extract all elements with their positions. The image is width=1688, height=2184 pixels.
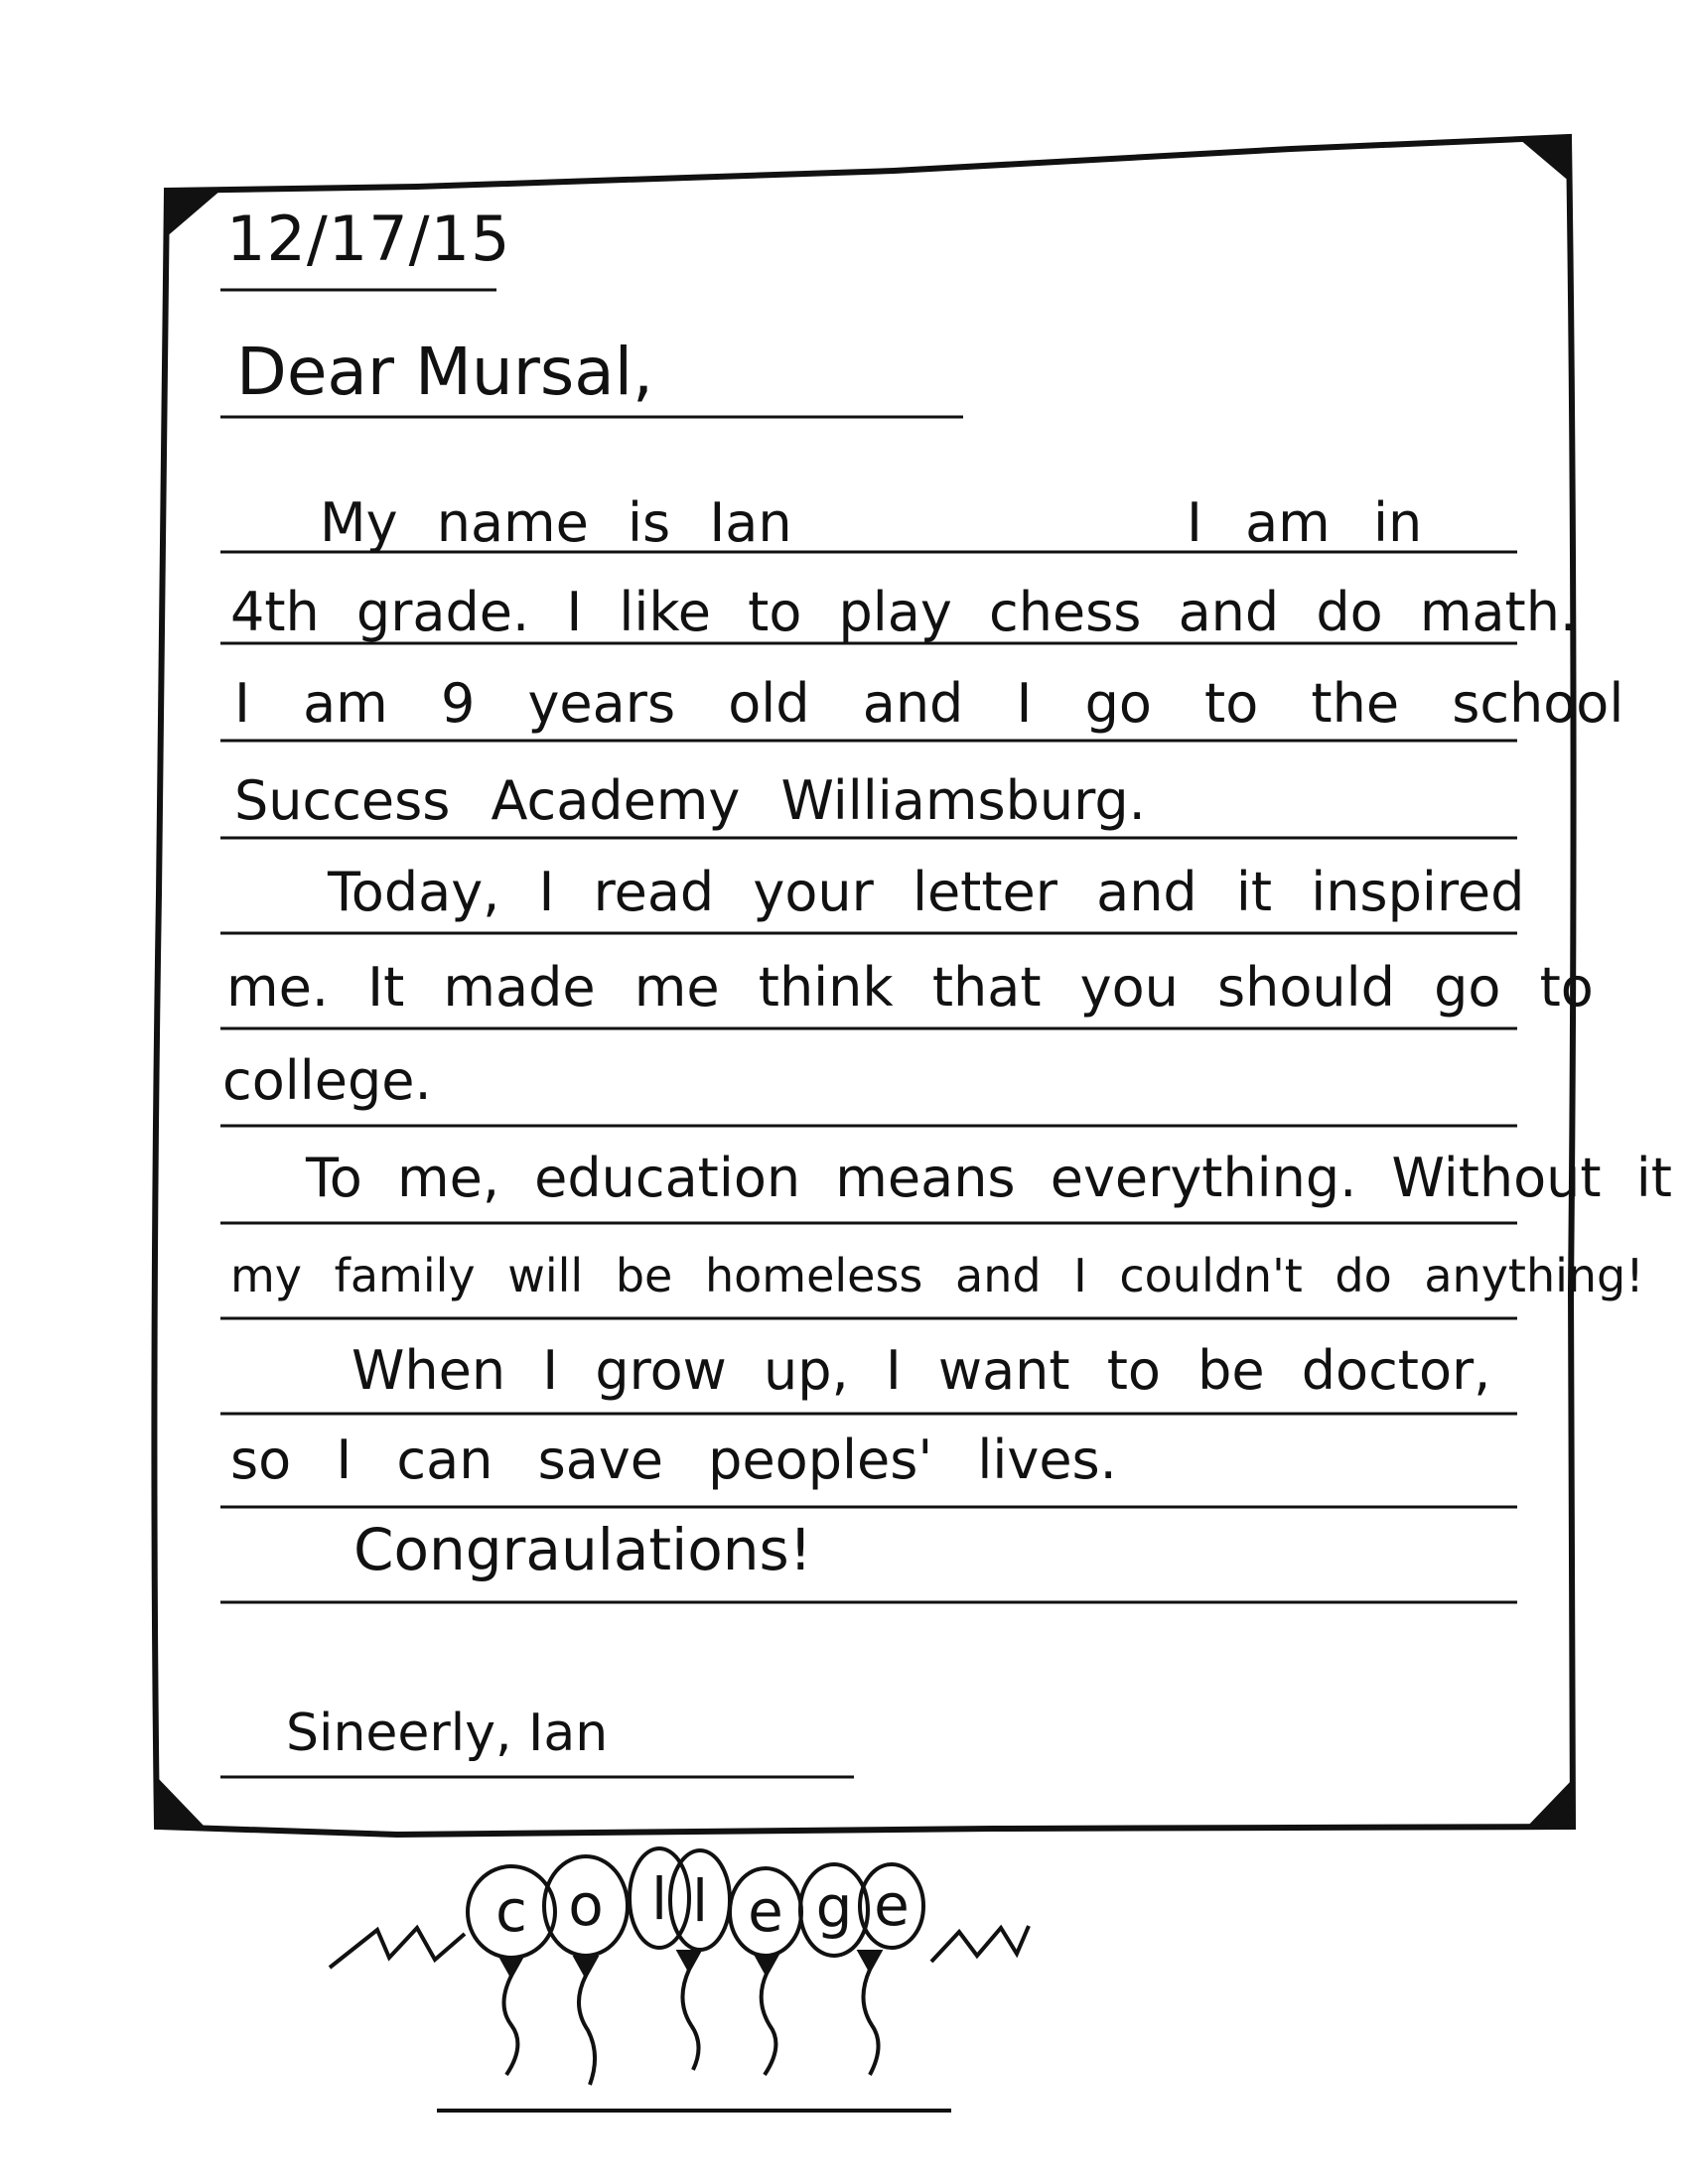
- balloon-letter-o: o: [568, 1871, 604, 1939]
- letter-salutation: Dear Mursal,: [236, 334, 654, 410]
- zigzag-left: [330, 1928, 465, 1968]
- letter-line-1: My name is Ian: [320, 491, 792, 554]
- balloon-letter-g: g: [815, 1873, 853, 1941]
- corner-top-right: [1519, 137, 1571, 183]
- corner-bottom-right: [1525, 1779, 1573, 1829]
- letter-line-5: Today, I read your letter and it inspired: [328, 861, 1525, 923]
- letter-date: 12/17/15: [226, 203, 511, 275]
- letter-line-8: To me, education means everything. Without it: [306, 1147, 1672, 1209]
- balloon-letter-l2: l: [691, 1867, 709, 1935]
- letter-closing: Sineerly, Ian: [286, 1704, 609, 1763]
- letter-line-2: 4th grade. I like to play chess and do math.: [230, 581, 1578, 643]
- letter-line-3: I am 9 years old and I go to the school: [234, 672, 1624, 735]
- corner-bottom-left: [157, 1777, 205, 1827]
- zigzag-right: [931, 1926, 1029, 1962]
- balloon-letter-c: c: [495, 1877, 527, 1945]
- letter-line-4: Success Academy Williamsburg.: [234, 769, 1146, 832]
- letter-line-10: When I grow up, I want to be doctor,: [352, 1339, 1491, 1402]
- letter-line-12: Congraulations!: [353, 1516, 812, 1583]
- letter-line-6: me. It made me think that you should go to: [226, 956, 1594, 1019]
- letter-line-7: college.: [222, 1049, 432, 1112]
- letter-line-9: my family will be homeless and I couldn't do anything!: [230, 1249, 1644, 1302]
- balloon-letter-e2: e: [874, 1871, 910, 1939]
- letter-line-1b: I am in: [1187, 491, 1423, 554]
- letter-line-11: so I can save peoples' lives.: [230, 1429, 1117, 1491]
- balloon-letter-l1: l: [650, 1865, 668, 1933]
- balloon-letter-e: e: [748, 1877, 783, 1945]
- corner-top-left: [165, 191, 220, 238]
